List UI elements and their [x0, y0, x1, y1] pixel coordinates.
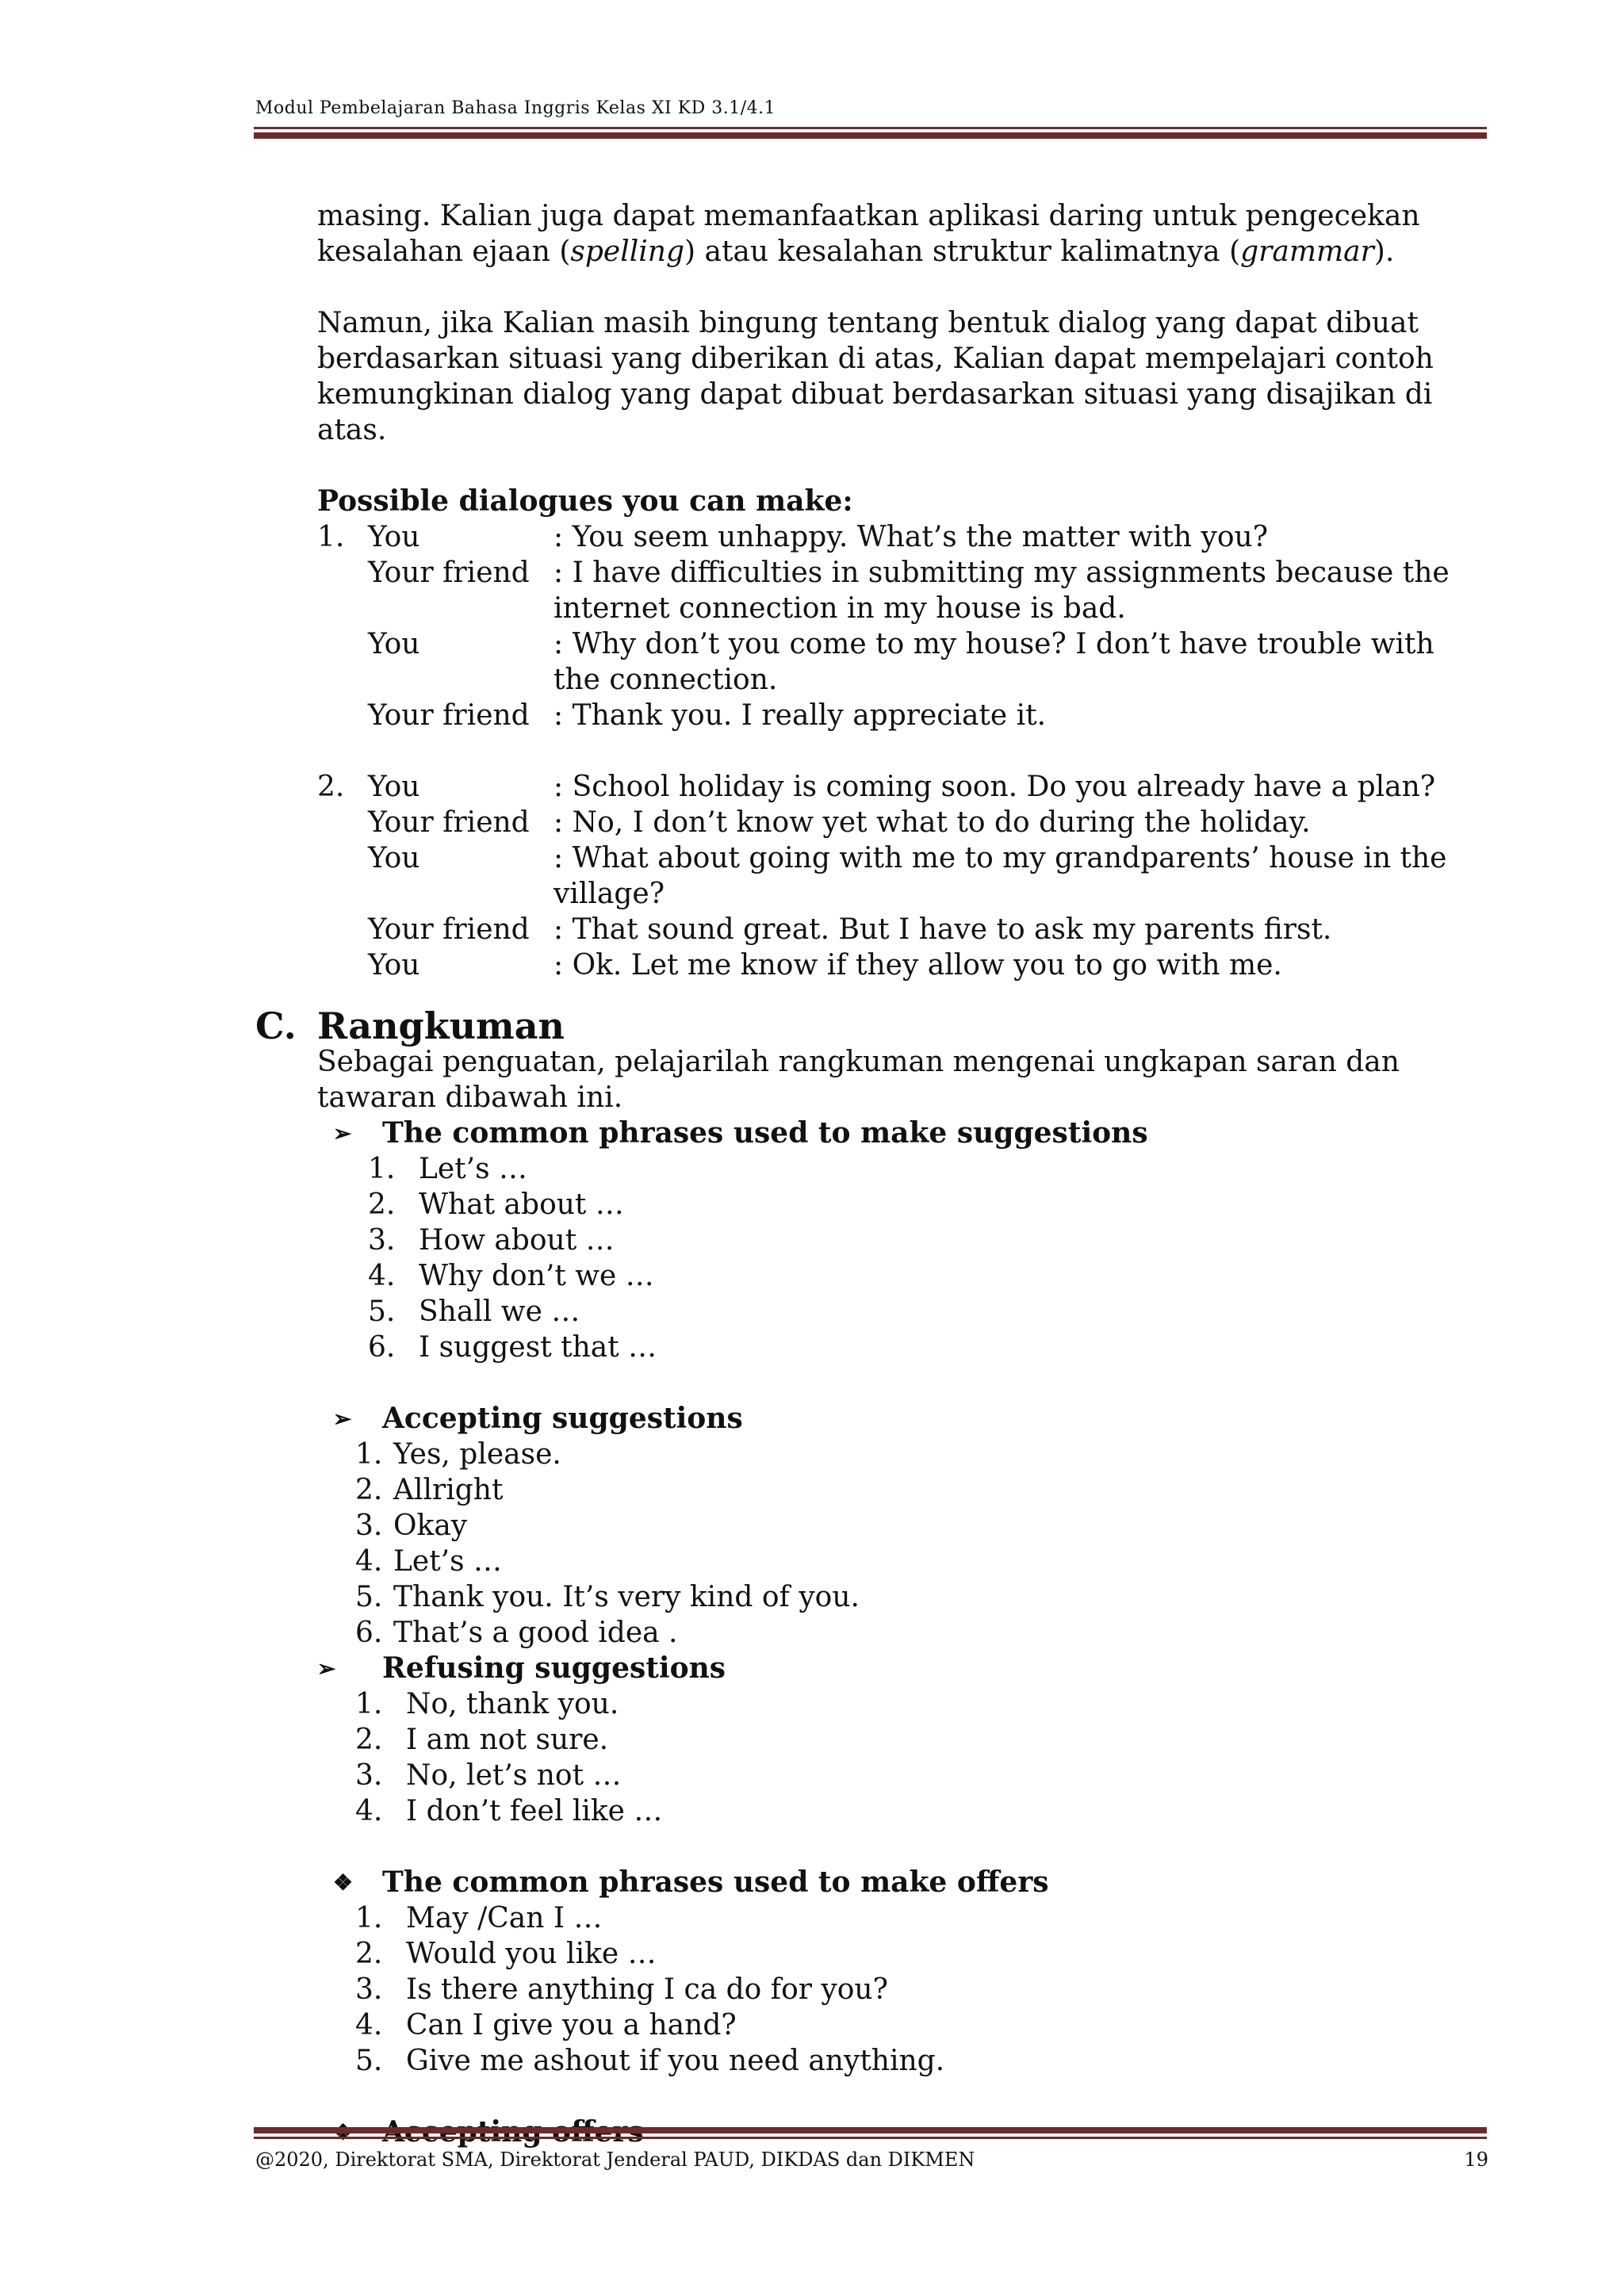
dialogue-2 — [317, 769, 1491, 983]
dialogue-line — [317, 698, 1491, 733]
item-text: Let’s … — [419, 1153, 528, 1185]
list-item — [355, 2043, 1491, 2079]
item-text: What about … — [419, 1188, 624, 1221]
dialogue-speaker: You — [368, 521, 420, 553]
heading-text: The common phrases used to make suggestions — [382, 1116, 1148, 1150]
page-number: 19 — [1464, 2149, 1488, 2171]
item-text: How about … — [419, 1224, 615, 1257]
dialogue-speaker: Your friend — [368, 699, 530, 732]
dialogue-line — [317, 805, 1491, 840]
item-number: 5. — [368, 1295, 396, 1328]
item-text: That’s a good idea . — [393, 1617, 678, 1649]
dialogue-speaker: You — [368, 628, 420, 660]
intro-italic-grammar: grammar — [1240, 235, 1374, 268]
item-number: 6. — [355, 1617, 383, 1649]
item-number: 4. — [355, 1795, 383, 1827]
dialogue-line — [317, 769, 1491, 805]
item-number: 1. — [368, 1153, 396, 1185]
list-item — [368, 1258, 1491, 1294]
diamond-bullet-icon: ❖ — [333, 1869, 354, 1896]
item-text: Okay — [393, 1510, 468, 1542]
list-item — [355, 1722, 1491, 1758]
dialogue-text: : I have difficulties in submitting my assignments because the internet connection in my house is bad. — [553, 557, 1450, 625]
page-header: Modul Pembelajaran Bahasa Inggris Kelas XI KD 3.1/4.1 — [255, 98, 776, 118]
section-heading — [255, 1004, 1491, 1047]
item-number: 6. — [368, 1331, 396, 1364]
dialogue-speaker: You — [368, 949, 420, 982]
dialogue-text: : Why don’t you come to my house? I don’t have trouble with the connection. — [553, 628, 1434, 696]
item-text: Let’s … — [393, 1545, 503, 1578]
list-item — [355, 1972, 1491, 2007]
item-text: Shall we … — [419, 1295, 580, 1328]
dialogue-line — [317, 519, 1491, 555]
item-number: 5. — [355, 2045, 383, 2077]
intro-text: ). — [1373, 235, 1395, 268]
item-number: 1. — [355, 1438, 383, 1471]
dialogue-text: : That sound great. But I have to ask my parents first. — [553, 913, 1332, 946]
dialogue-speaker: You — [368, 771, 420, 803]
list-item — [355, 1936, 1491, 1972]
refusing-suggestions-heading — [317, 1651, 1491, 1686]
dialogue-text: : School holiday is coming soon. Do you already have a plan? — [553, 771, 1436, 803]
suggestions-list — [368, 1151, 1491, 1365]
section-letter: C. — [255, 1004, 297, 1047]
item-number: 3. — [355, 1510, 383, 1542]
intro-text: masing. Kalian juga dapat memanfaatkan aplikasi daring untuk pengecekan kesalahan ejaan ( — [317, 200, 1420, 268]
item-text: I am not sure. — [406, 1724, 609, 1756]
item-number: 2. — [355, 1724, 383, 1756]
list-item — [355, 1793, 1491, 1829]
item-text: May /Can I … — [406, 1902, 603, 1934]
item-number: 2. — [368, 1188, 396, 1221]
footer-copyright: @2020, Direktorat SMA, Direktorat Jenderal PAUD, DIKDAS dan DIKMEN — [255, 2149, 975, 2171]
footer-rule — [254, 2127, 1487, 2139]
intro-paragraph-1 — [317, 198, 1491, 270]
offers-list — [355, 1900, 1491, 2079]
dialogue-number — [317, 698, 368, 733]
heading-text: Refusing suggestions — [382, 1651, 726, 1685]
dialogue-speaker: Your friend — [368, 806, 530, 839]
dialogue-number — [317, 626, 368, 698]
dialogue-1 — [317, 519, 1491, 733]
item-text: Is there anything I ca do for you? — [406, 1973, 888, 2006]
list-item — [368, 1330, 1491, 1365]
list-item — [355, 2007, 1491, 2043]
item-number: 3. — [355, 1973, 383, 2006]
dialogue-number — [317, 947, 368, 983]
section-intro: Sebagai penguatan, pelajarilah rangkuman mengenai ungkapan saran dan tawaran dibawah ini. — [317, 1046, 1400, 1114]
item-number: 5. — [355, 1581, 383, 1613]
dialogue-number: 2. — [317, 771, 345, 803]
offers-heading — [333, 1865, 1491, 1900]
dialogue-number — [317, 805, 368, 840]
list-item — [368, 1151, 1491, 1187]
item-number: 3. — [368, 1224, 396, 1257]
dialogue-line — [317, 947, 1491, 983]
dialogue-text: : Thank you. I really appreciate it. — [553, 699, 1047, 732]
item-text: I don’t feel like … — [406, 1795, 663, 1827]
item-number: 2. — [355, 1474, 383, 1506]
list-item — [355, 1544, 1491, 1579]
list-item — [368, 1294, 1491, 1330]
dialogue-number: 1. — [317, 521, 345, 553]
item-number: 4. — [355, 1545, 383, 1578]
list-item — [355, 1615, 1491, 1651]
list-item — [355, 1437, 1491, 1472]
dialogue-number — [317, 912, 368, 947]
section-title: Rangkuman — [317, 1004, 565, 1047]
dialogue-text: : Ok. Let me know if they allow you to go with me. — [553, 949, 1282, 982]
item-number: 3. — [355, 1759, 383, 1792]
list-item — [355, 1686, 1491, 1722]
intro-italic-spelling: spelling — [570, 235, 684, 268]
dialogue-number — [317, 840, 368, 912]
item-text: Would you like … — [406, 1938, 657, 1970]
arrow-bullet-icon: ➢ — [333, 1120, 352, 1146]
intro-paragraph-2: Namun, jika Kalian masih bingung tentang bentuk dialog yang dapat dibuat berdasarkan situasi yang diberikan di atas, Kalian dapat mempelajari contoh kemungkinan dialog yang dapat dibuat berdasarkan situasi yang disajikan di atas. — [317, 307, 1434, 446]
list-item — [355, 1579, 1491, 1615]
item-text: No, thank you. — [406, 1688, 619, 1720]
dialogue-line — [317, 626, 1491, 698]
item-number: 2. — [355, 1938, 383, 1970]
refusing-suggestions-list — [355, 1686, 1491, 1829]
item-number: 4. — [368, 1260, 396, 1292]
item-text: Yes, please. — [393, 1438, 561, 1471]
item-text: Allright — [393, 1474, 504, 1506]
accepting-suggestions-list — [355, 1437, 1491, 1651]
page-content — [255, 198, 1491, 2150]
dialogue-text: : No, I don’t know yet what to do during the holiday. — [553, 806, 1311, 839]
dialogue-line — [317, 555, 1491, 626]
item-number: 1. — [355, 1902, 383, 1934]
heading-text: Accepting suggestions — [382, 1402, 743, 1435]
list-item — [355, 1472, 1491, 1508]
dialogues-heading: Possible dialogues you can make: — [317, 484, 853, 518]
intro-text: ) atau kesalahan struktur kalimatnya ( — [684, 235, 1241, 268]
list-item — [355, 1900, 1491, 1936]
list-item — [368, 1187, 1491, 1223]
header-rule — [254, 127, 1487, 139]
item-text: No, let’s not … — [406, 1759, 622, 1792]
item-number: 1. — [355, 1688, 383, 1720]
item-text: Thank you. It’s very kind of you. — [393, 1581, 860, 1613]
item-text: I suggest that … — [419, 1331, 657, 1364]
arrow-bullet-icon: ➢ — [333, 1406, 352, 1432]
list-item — [368, 1223, 1491, 1258]
item-number: 4. — [355, 2009, 383, 2042]
heading-text: The common phrases used to make offers — [382, 1866, 1049, 1899]
item-text: Give me ashout if you need anything. — [406, 2045, 945, 2077]
arrow-bullet-icon: ➢ — [317, 1655, 336, 1682]
dialogue-number — [317, 555, 368, 626]
dialogue-speaker: You — [368, 842, 420, 874]
list-item — [355, 1758, 1491, 1793]
page-footer — [255, 2149, 1488, 2171]
dialogue-speaker: Your friend — [368, 913, 530, 946]
suggestions-heading — [333, 1115, 1491, 1151]
dialogue-line — [317, 840, 1491, 912]
dialogue-text: : You seem unhappy. What’s the matter with you? — [553, 521, 1269, 553]
dialogue-line — [317, 912, 1491, 947]
item-text: Why don’t we … — [419, 1260, 654, 1292]
item-text: Can I give you a hand? — [406, 2009, 737, 2042]
dialogue-speaker: Your friend — [368, 557, 530, 589]
dialogue-text: : What about going with me to my grandparents’ house in the village? — [553, 842, 1447, 910]
list-item — [355, 1508, 1491, 1544]
accepting-suggestions-heading — [333, 1401, 1491, 1437]
